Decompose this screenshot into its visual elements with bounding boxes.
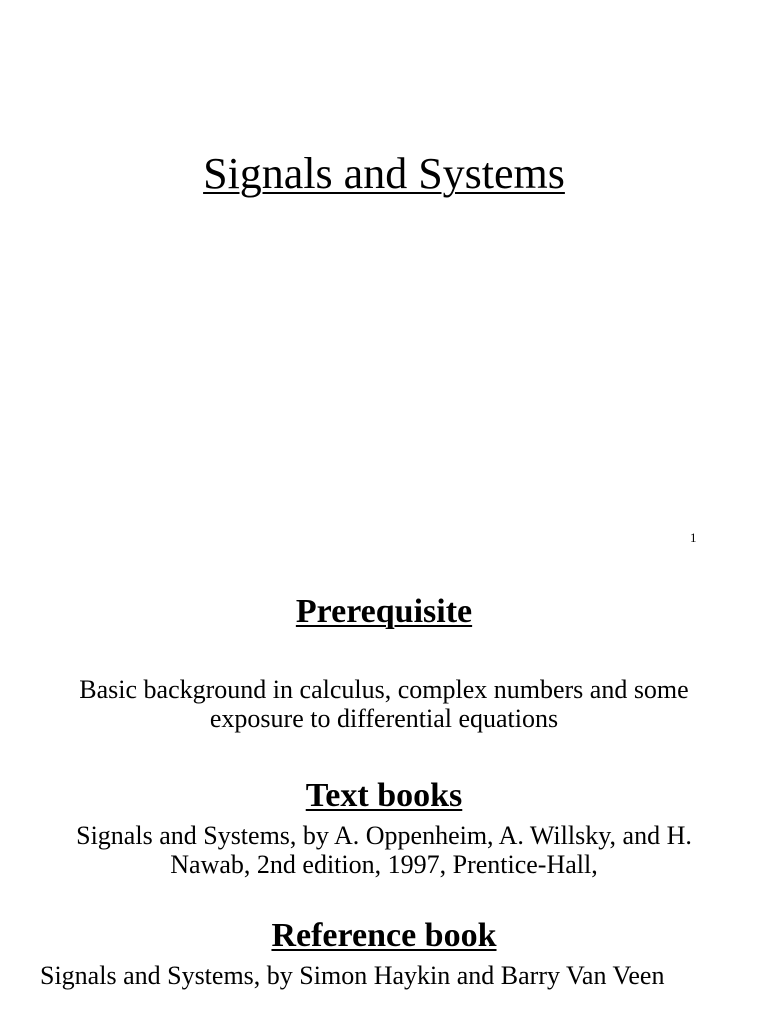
reference-text: Signals and Systems, by Simon Haykin and Barry Van Veen <box>40 961 665 990</box>
slide-course-info <box>0 560 768 1024</box>
prerequisite-text: Basic background in calculus, complex numbers and some exposure to differential equations <box>79 675 689 733</box>
page-title: Signals and Systems <box>203 149 565 198</box>
page-number: 1 <box>690 530 697 545</box>
textbooks-text: Signals and Systems, by A. Oppenheim, A. Willsky, and H. Nawab, 2nd edition, 1997, Prentice-Hall, <box>76 821 692 879</box>
textbooks-heading: Text books <box>305 777 463 814</box>
prerequisite-heading: Prerequisite <box>295 593 473 630</box>
reference-heading: Reference book <box>271 917 497 954</box>
